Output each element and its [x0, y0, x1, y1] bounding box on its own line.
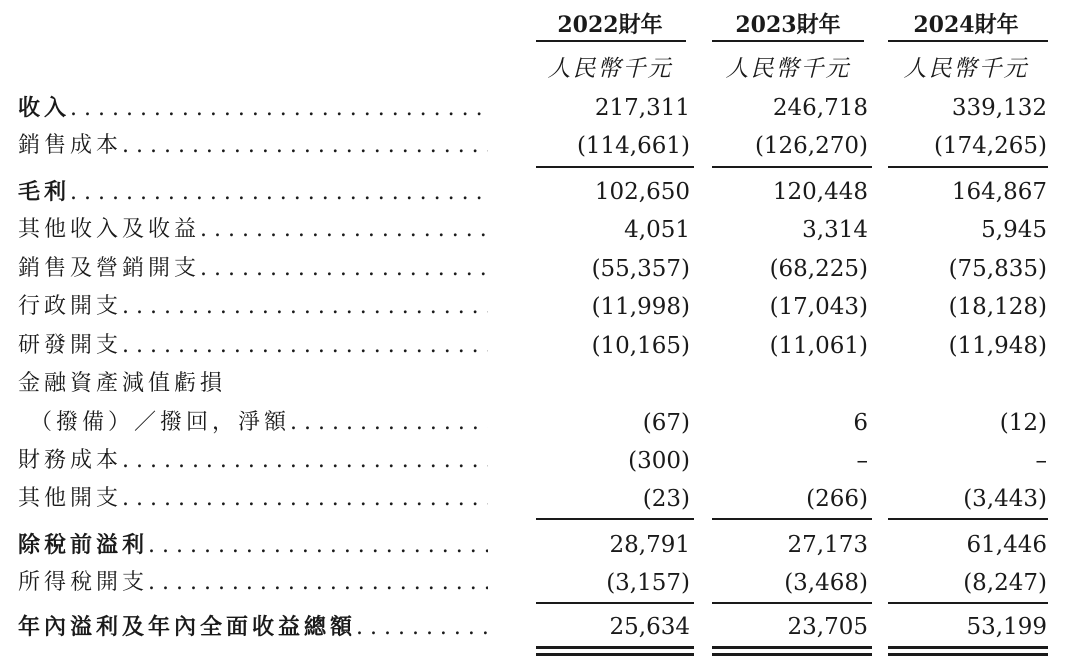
header-underline: [536, 40, 686, 42]
value-2024: 164,867: [951, 179, 1047, 205]
unit-label-2023: 人民幣千元: [725, 56, 851, 82]
total-double-rule: [888, 646, 1048, 649]
value-2024: (11,948): [948, 333, 1047, 359]
table-row-other-expenses: [0, 484, 1080, 514]
value-2023: (126,270): [754, 133, 868, 159]
value-2022: (300): [628, 448, 690, 474]
value-2022: (11,998): [591, 294, 690, 320]
subtotal-rule: [888, 518, 1048, 520]
value-2022: 28,791: [609, 532, 690, 558]
value-2022: 102,650: [594, 179, 690, 205]
value-2023: (68,225): [769, 256, 868, 282]
value-2023: 27,173: [787, 532, 868, 558]
value-2023: 3,314: [802, 217, 868, 243]
table-row-selling-expenses: [0, 254, 1080, 284]
value-2022: (10,165): [591, 333, 690, 359]
row-label: 銷售成本 . . .: [18, 131, 488, 161]
value-2022: 217,311: [594, 95, 690, 121]
table-row-rnd-expenses: [0, 331, 1080, 361]
subtotal-rule: [536, 166, 694, 168]
table-row-revenue: [0, 93, 1080, 123]
table-row-admin-expenses: [0, 292, 1080, 322]
unit-label-2022: 人民幣千元: [547, 56, 673, 82]
value-2024: (18,128): [948, 294, 1047, 320]
value-2022: (114,661): [576, 133, 690, 159]
header-underline: [712, 40, 864, 42]
table-row-cost-of-sales: [0, 131, 1080, 161]
row-label: 金融資產減值虧損: [18, 371, 227, 396]
row-label: 其他收入及收益 . . .: [18, 215, 488, 245]
value-2024: 339,132: [951, 95, 1047, 121]
value-2023: (266): [806, 486, 868, 512]
value-2023: 120,448: [772, 179, 868, 205]
value-2024: –: [1035, 448, 1047, 474]
value-2023: (11,061): [769, 333, 868, 359]
value-2024: (12): [999, 410, 1047, 436]
value-2022: 4,051: [624, 217, 690, 243]
unit-label-2024: 人民幣千元: [903, 56, 1029, 82]
total-double-rule: [536, 653, 694, 656]
table-row-income-tax: [0, 568, 1080, 598]
row-label: 研發開支 . . .: [18, 331, 488, 361]
value-2022: (67): [642, 410, 690, 436]
subtotal-rule: [712, 602, 872, 604]
value-2022: 25,634: [609, 614, 690, 640]
value-2023: (3,468): [784, 570, 868, 596]
total-double-rule: [712, 646, 872, 649]
column-header-2023: 2023財年: [735, 12, 841, 38]
value-2023: (17,043): [769, 294, 868, 320]
value-2024: 61,446: [966, 532, 1047, 558]
total-double-rule: [888, 653, 1048, 656]
value-2024: 53,199: [966, 614, 1047, 640]
subtotal-rule: [888, 602, 1048, 604]
value-2024: (3,443): [963, 486, 1047, 512]
table-row-total-comprehensive-income: [0, 612, 1080, 642]
table-row-impairment-heading: [0, 369, 1080, 399]
value-2022: (3,157): [606, 570, 690, 596]
row-label: 其他開支 . . .: [18, 484, 488, 514]
subtotal-rule: [536, 602, 694, 604]
row-label: 收入 . . .: [18, 93, 488, 123]
row-label: 財務成本 . . .: [18, 446, 488, 476]
subtotal-rule: [712, 518, 872, 520]
table-row-impairment-net: [0, 408, 1080, 438]
column-header-2024: 2024財年: [913, 12, 1019, 38]
subtotal-rule: [712, 166, 872, 168]
row-label: 行政開支 . . .: [18, 292, 488, 322]
value-2023: –: [856, 448, 868, 474]
row-label: 除稅前溢利 . . .: [18, 530, 488, 560]
table-row-other-income: [0, 215, 1080, 245]
row-label: 毛利 . . .: [18, 177, 488, 207]
table-row-profit-before-tax: [0, 530, 1080, 560]
value-2024: 5,945: [981, 217, 1047, 243]
value-2022: (55,357): [591, 256, 690, 282]
row-label: （撥備）／撥回，淨額 . . .: [30, 408, 488, 438]
column-header-2022: 2022財年: [557, 12, 663, 38]
row-label: 年內溢利及年內全面收益總額 . . .: [18, 612, 488, 642]
row-label: 所得稅開支 . . .: [18, 568, 488, 598]
value-2023: 6: [853, 410, 868, 436]
value-2023: 246,718: [772, 95, 868, 121]
value-2024: (8,247): [963, 570, 1047, 596]
total-double-rule: [536, 646, 694, 649]
subtotal-rule: [888, 166, 1048, 168]
value-2023: 23,705: [787, 614, 868, 640]
header-underline: [888, 40, 1048, 42]
table-row-finance-costs: [0, 446, 1080, 476]
table-row-gross-profit: [0, 177, 1080, 207]
value-2022: (23): [642, 486, 690, 512]
subtotal-rule: [536, 518, 694, 520]
value-2024: (75,835): [948, 256, 1047, 282]
row-label: 銷售及營銷開支 . . .: [18, 254, 488, 284]
total-double-rule: [712, 653, 872, 656]
value-2024: (174,265): [933, 133, 1047, 159]
